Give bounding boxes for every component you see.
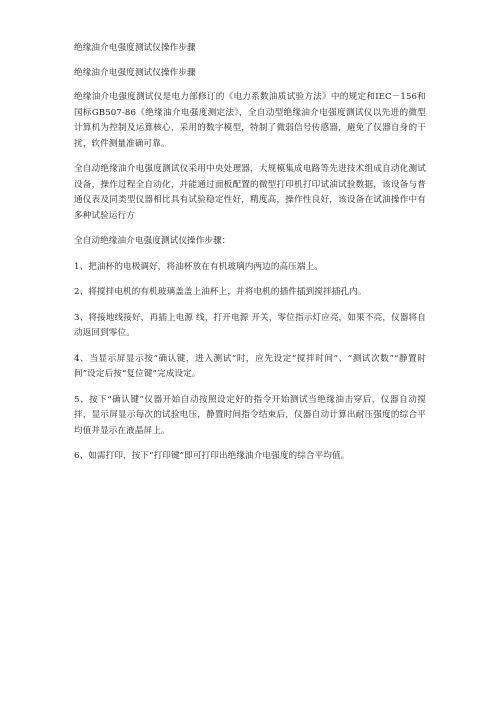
step-item: 2、将搅拌电机的有机玻璃盖盖上油杯上，并将电机的插件插到搅拌插孔内。 <box>74 287 367 297</box>
step-item: 3、将接地线接好，再插上电源 线，打开电源 开关，零位指示灯应亮，如果不亮，仪器将自动返回到零位。 <box>74 312 426 338</box>
step-item: 1、把油杯的电极调好，将油杯放在有机玻璃内两边的高压端上。 <box>74 261 323 272</box>
description-paragraph: 全自动绝缘油介电强度测试仪采用中央处理器，大规模集成电路等先进技术组成自动化测试设备，操作过程全自动化，并能通过面板配置的微型打印机打印试油试验数据，该设备与普通仪表及同类型仪器相比具有试验稳定性好，精度高，操作性良好，该设备在试油操作中有多种试验运行方 <box>74 164 426 221</box>
steps-heading: 全自动绝缘油介电强度测试仪操作步骤： <box>74 236 231 246</box>
document-title: 绝缘油介电强度测试仪操作步骤 <box>74 43 196 53</box>
document-subtitle: 绝缘油介电强度测试仪操作步骤 <box>74 67 196 78</box>
step-item: 4、当显示屏显示按“确认键，进入测试”时，应先设定“搅拌时间”、“测试次数”“静置时间”设定后按“复位键”完成设定。 <box>74 353 426 379</box>
step-item: 5、按下“确认键”仪器开始自动按照设定好的指令开始测试当绝缘油击穿后，仪器自动搅拌，显示屏显示每次的试验电压，静置时间指令结束后，仪器自动计算出耐压强度的综合平均值并显示在液晶屏上。 <box>74 394 426 436</box>
intro-paragraph: 绝缘油介电强度测试仪是电力部修订的《电力系数油质试验方法》中的规定和IEC－156和国标GB507-86《绝缘油介电强度测定法》，全自动型绝缘油介电强度测试仪以先进的微型计算机为控制及运算核心，采用的数字模型，特制了微弱信号传感器，避免了仪器自身的干扰，软件测量准确可靠。 <box>74 92 426 149</box>
step-item: 6、如需打印，按下“打印键”即可打印出绝缘油介电强度的综合平均值。 <box>74 451 350 461</box>
document-page <box>74 41 426 475</box>
